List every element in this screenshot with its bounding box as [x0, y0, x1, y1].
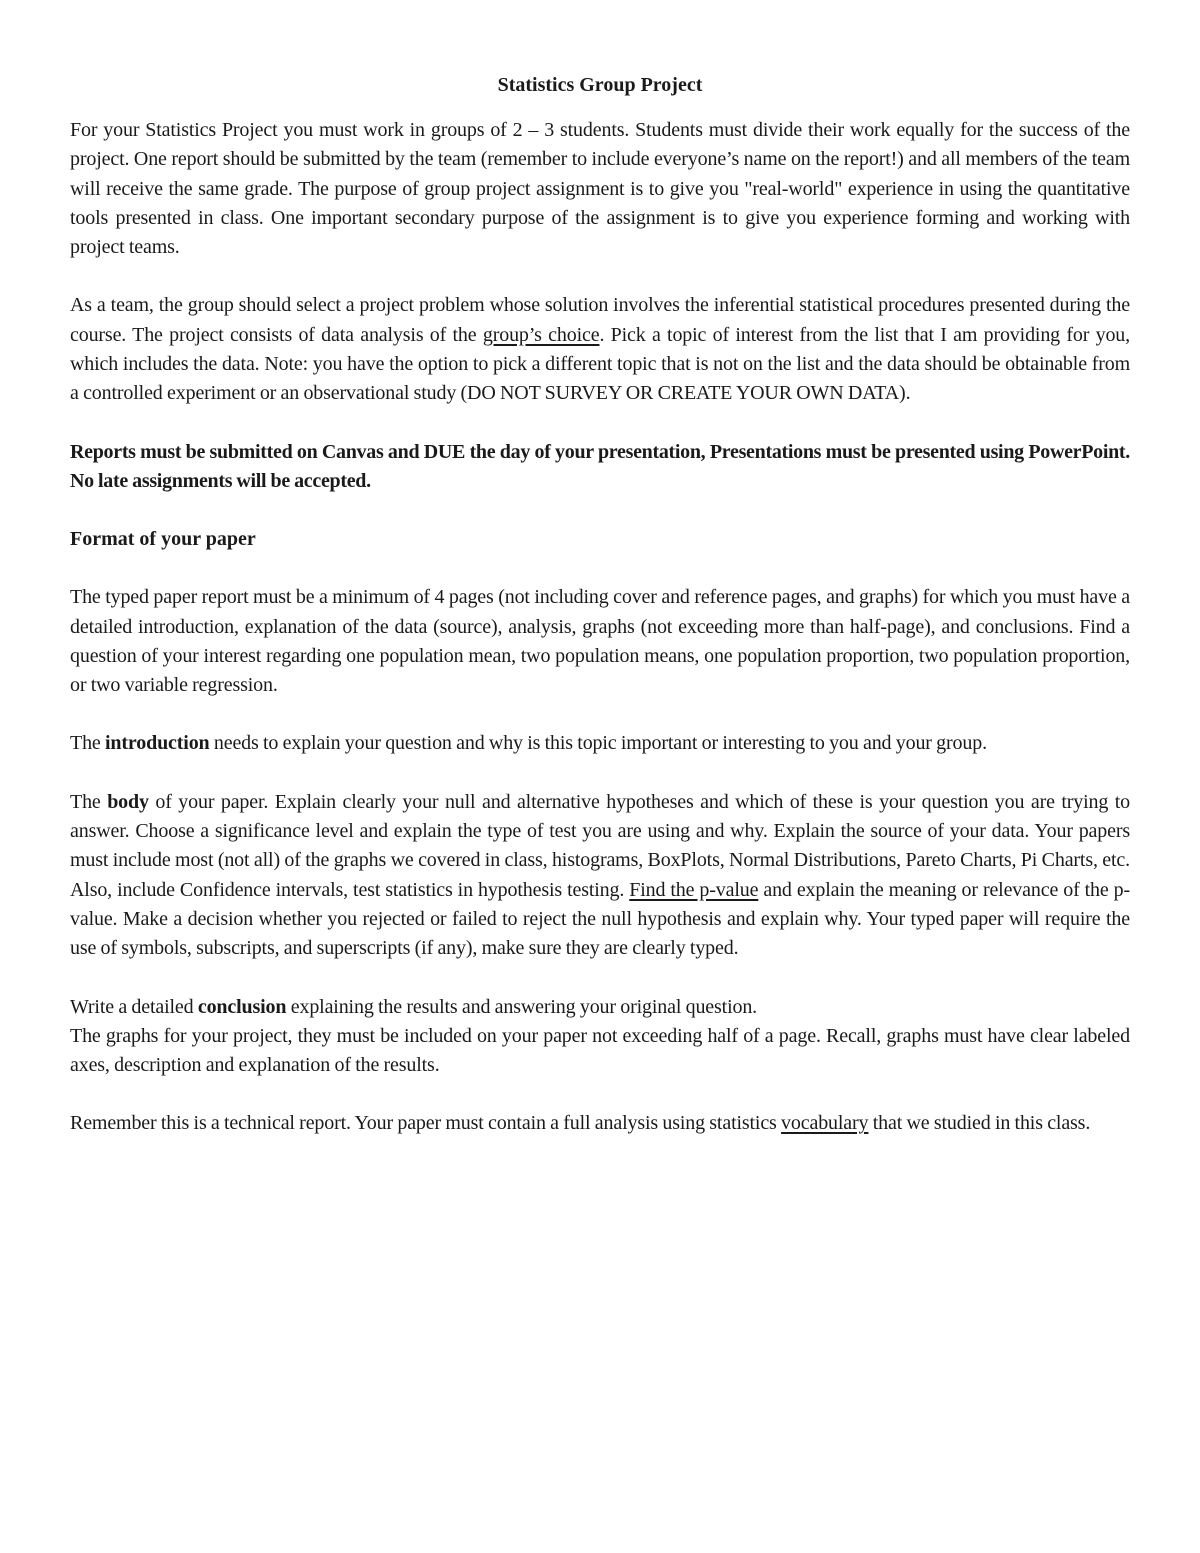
- body-text-2: and explain the meaning or relevance of the p-value. Make a decision whether you rejected or failed to reject the null hypothesis and explain why. Your typed paper will require the use of symbols, subscripts, and superscripts (if any), make sure they are clearly typed.: [70, 878, 1131, 960]
- reminder-text-2: that we studied in this class.: [868, 1112, 1091, 1135]
- intro-paragraph: For your Statistics Project you must work in groups of 2 – 3 students. Students must divide their work equally for the success of the project. One report should be submitted by the team (remember to include everyone’s name on the report!) and all members of the team will receive the same grade. The purpose of group project assignment is to give you "real-world" experience in using the quantitative tools presented in class. One important secondary purpose of the assignment is to give you experience forming and working with project teams.: [70, 119, 1130, 259]
- team-paragraph-text-2: . Pick a topic of interest from the list that I am providing for you, which includes the data. Note: you have the option to pick a different topic that is not on the list and the data should be obtainable from a controlled experiment or an observational study (DO NOT SURVEY OR CREATE YOUR OWN DATA).: [70, 323, 1130, 405]
- team-paragraph-text-1: As a team, the group should select a project problem whose solution involves the inferential statistical procedures presented during the course. The project consists of data analysis of the: [70, 294, 1130, 346]
- conclusion-suffix: explaining the results and answering your original question.: [286, 995, 758, 1018]
- introduction-keyword: introduction: [105, 732, 210, 755]
- introduction-paragraph: [70, 729, 1130, 758]
- vocabulary-underlined: vocabulary: [781, 1112, 869, 1135]
- document-title: Statistics Group Project: [497, 74, 703, 96]
- graphs-paragraph: The graphs for your project, they must be included on your paper not exceeding half of a page. Recall, graphs must have clear labeled axes, description and explanation of the results.: [70, 1024, 1130, 1077]
- body-text-1: of your paper. Explain clearly your null and alternative hypotheses and which of these is your question you are trying to answer. Choose a significance level and explain the type of test you are using and why. Explain the source of your data. Your papers must include most (not all) of the graphs we covered in class, histograms, BoxPlots, Normal Distributions, Pareto Charts, Pi Charts, etc. Also, include Confidence intervals, test statistics in hypothesis testing.: [70, 790, 1131, 901]
- document-page: [70, 70, 1130, 1168]
- introduction-prefix: The: [70, 732, 105, 755]
- format-heading: Format of your paper: [70, 528, 256, 551]
- reminder-text-1: Remember this is a technical report. Your paper must contain a full analysis using statistics: [70, 1112, 782, 1135]
- body-prefix: The: [70, 790, 108, 813]
- conclusion-keyword: conclusion: [197, 995, 287, 1018]
- format-paragraph: The typed paper report must be a minimum of 4 pages (not including cover and reference pages, and graphs) for which you must have a detailed introduction, explanation of the data (source), analysis, graphs (not exceeding more than half-page), and conclusions. Find a question of your interest regarding one population mean, two population means, one population proportion, two population proportion, or two variable regression.: [70, 586, 1130, 697]
- deadline-notice: Reports must be submitted on Canvas and DUE the day of your presentation, Presentations must be presented using PowerPoint. No late assignments will be accepted.: [70, 440, 1130, 492]
- team-paragraph: [70, 291, 1130, 408]
- conclusion-prefix: Write a detailed: [70, 995, 198, 1018]
- groups-choice-underlined: group’s choice: [482, 323, 600, 346]
- find-p-value-underlined: Find the p-value: [629, 878, 759, 901]
- conclusion-paragraph: [70, 993, 1130, 1022]
- body-keyword: body: [107, 790, 149, 813]
- reminder-paragraph: [70, 1109, 1130, 1138]
- introduction-suffix: needs to explain your question and why is this topic important or interesting to you and your group.: [209, 732, 987, 755]
- body-paragraph: [70, 788, 1130, 964]
